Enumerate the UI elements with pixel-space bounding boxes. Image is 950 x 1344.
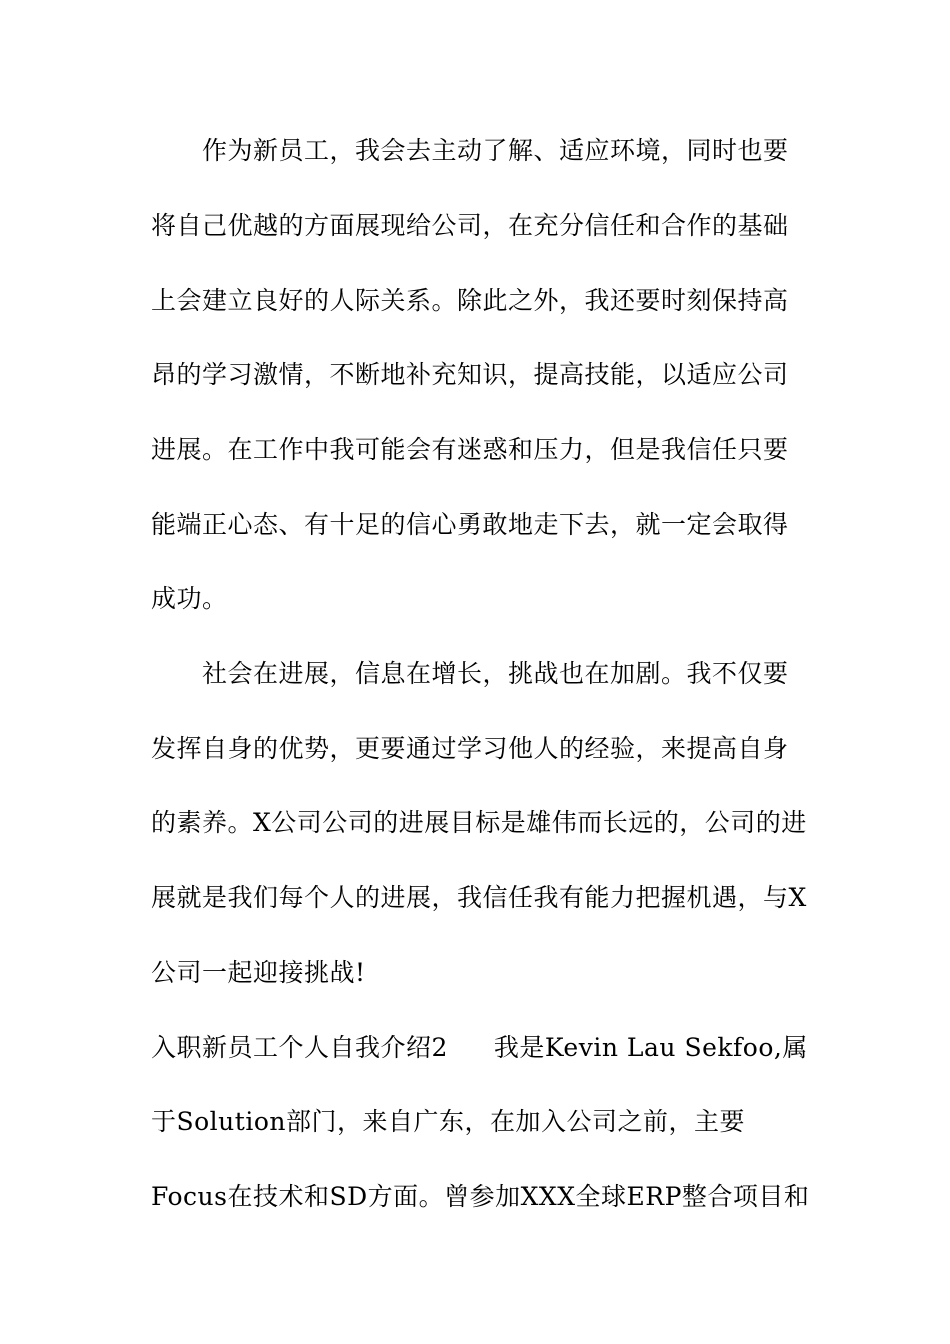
final-line-1: 于Solution部门，来自广东，在加入公司之前，主要 — [151, 1107, 745, 1136]
paragraph-1-line-1: 作为新员工，我会去主动了解、适应环境，同时也要 — [202, 136, 789, 165]
paragraph-2-line-2: 发挥自身的优势，更要通过学习他人的经验，来提高自身 — [151, 734, 789, 763]
paragraph-2-line-4: 展就是我们每个人的进展，我信任我有能力把握机遇，与X — [151, 883, 807, 912]
paragraph-2-line-1: 社会在进展，信息在增长，挑战也在加剧。我不仅要 — [202, 659, 789, 688]
paragraph-1-line-5: 进展。在工作中我可能会有迷惑和压力，但是我信任只要 — [151, 435, 789, 464]
heading-continuation-text: 我是Kevin Lau Sekfoo,属 — [493, 1033, 808, 1062]
paragraph-1-line-4: 昂的学习激情，不断地补充知识，提高技能，以适应公司 — [151, 360, 789, 389]
final-line-2: Focus在技术和SD方面。曾参加XXX全球ERP整合项目和 — [151, 1182, 810, 1211]
paragraph-2-line-5: 公司一起迎接挑战! — [151, 958, 366, 987]
section-heading: 入职新员工个人自我介绍2 — [151, 1033, 448, 1062]
paragraph-1-line-7: 成功。 — [151, 584, 228, 613]
paragraph-2-line-3: 的素养。X公司公司的进展目标是雄伟而长远的，公司的进 — [151, 808, 807, 837]
paragraph-1-line-2: 将自己优越的方面展现给公司，在充分信任和合作的基础 — [151, 211, 789, 240]
paragraph-1-line-6: 能端正心态、有十足的信心勇敢地走下去，就一定会取得 — [151, 510, 789, 539]
paragraph-1-line-3: 上会建立良好的人际关系。除此之外，我还要时刻保持高 — [151, 286, 789, 315]
heading-line — [151, 1030, 821, 1066]
